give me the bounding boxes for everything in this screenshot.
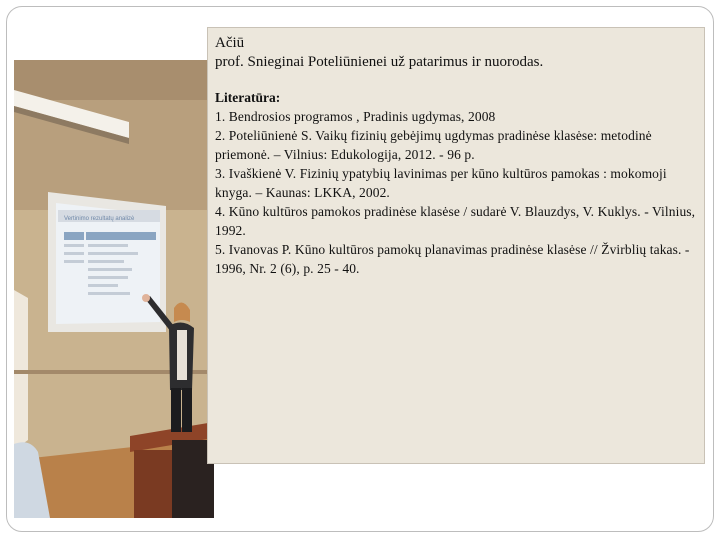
thanks-line: prof. Snieginai Poteliūnienei už patarimus ir nuorodas. (215, 54, 544, 70)
reference-item: 5. Ivanovas P. Kūno kultūros pamokų planavimas pradinėse klasėse // Žvirblių takas. - 1996, Nr. 2 (6), p. 25 - 40. (215, 242, 690, 276)
reference-list (215, 107, 696, 278)
reference-item: 4. Kūno kultūros pamokos pradinėse klasėse / sudarė V. Blauzdys, V. Kuklys. - Vilnius, 1992. (215, 204, 696, 238)
text-panel (207, 27, 705, 464)
desk (130, 422, 214, 518)
reference-item: 2. Poteliūnienė S. Vaikų fizinių gebėjimų ugdymas pradinėse klasėse: metodinė priemonė. – Vilnius: Edukologija, 2012. - 96 p. (215, 128, 652, 162)
reference-item: 3. Ivaškienė V. Fizinių ypatybių lavinimas per kūno kultūros pamokas : mokomoji knyga. – Kaunas: LKKA, 2002. (215, 166, 667, 200)
thanks-title: Ačiū (215, 35, 245, 51)
reference-item: 1. Bendrosios programos , Pradinis ugdymas, 2008 (215, 109, 496, 124)
presentation-photo (14, 60, 214, 518)
projection-screen (48, 192, 166, 332)
literature-heading: Literatūra: (215, 90, 281, 105)
projected-slide-title: Vertinimo rezultatų analizė (64, 216, 135, 222)
